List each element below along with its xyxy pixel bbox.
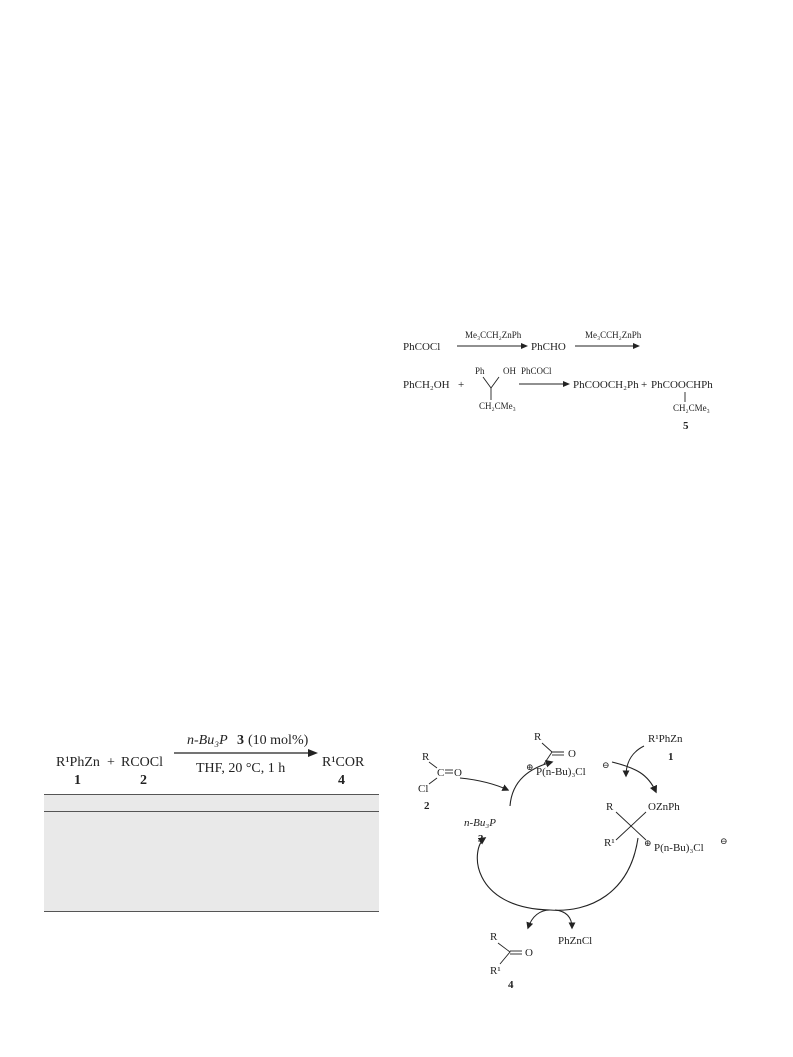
ester-1: PhCOOCH₂Ph [573,379,639,391]
reaction-conditions: THF, 20 °C, 1 h [196,761,286,776]
product: R¹COR [322,755,365,770]
acylphosphonium-r: R [534,731,542,743]
table-header-band [44,794,379,811]
benzyl-alcohol: PhCH₂OH [403,379,450,391]
tetrahedral-ozn: OZnPh [648,801,680,813]
reaction-arrow-3-head [563,381,570,387]
reagent-label-2: Me₃CCH₂ZnPh [585,330,642,340]
acyl-bond-cl [429,778,437,784]
acyl-o: O [454,767,462,779]
tetrahedral-minus: ⊖ [720,836,728,846]
arrow-byproduct-out [555,910,572,928]
acyl-c: C [437,767,445,779]
acyl-cl: Cl [418,783,429,795]
table-bottom-rule [44,911,379,912]
acylphosphonium-minus: ⊖ [602,760,610,770]
acylphosphonium-o: O [568,748,576,760]
compound-number-5: 5 [683,420,689,432]
catalyst-number: 3 [237,733,244,748]
alcohol-bonds [483,377,499,388]
plus-sign-3: + [107,755,115,770]
cycle-arc-right [550,838,638,910]
product-number: 4 [338,773,345,788]
acylphosphonium-plus: ⊕ [526,762,534,772]
table-body-band [44,812,379,911]
intermediate: PhCHO [531,341,566,353]
tetrahedral-r1: R¹ [604,837,615,849]
tetrahedral-r: R [606,801,614,813]
catalyst-loading: (10 mol%) [248,733,309,748]
catalytic-cycle [400,718,780,1000]
byproduct-label: PhZnCl [558,935,593,947]
alcohol-ph: Ph [475,366,485,376]
organozinc-label: R¹PhZn [648,733,683,745]
table-scheme-header [44,718,384,788]
reaction-arrow-2-head [633,343,640,349]
cycle-arc-upper-right [612,762,656,792]
ketone-o: O [525,947,533,959]
acylphosphonium-p: P(n-Bu)₃Cl [536,766,586,778]
alcohol-oh: OH [503,366,516,376]
acyl-r: R [422,751,430,763]
organozinc-number: 1 [668,751,674,763]
ester-2-substituent: CH₂CMe₃ [673,403,710,413]
ketone-r: R [490,931,498,943]
plus-sign-2: + [641,379,648,391]
phosphine-number: 3 [478,833,484,845]
acyl-bond-r [429,762,437,768]
acyl-number: 2 [424,800,430,812]
arrow-acyl-chloride-in [460,778,508,790]
arrow-organozinc-in [626,746,644,776]
arrow-ketone-out [528,910,550,928]
ketone-r1: R¹ [490,965,501,977]
scheme-top [395,308,735,448]
cycle-arc-left [477,838,550,910]
table-top-rule [44,794,379,795]
reactant-1-number: 1 [74,773,81,788]
tetrahedral-p: P(n-Bu)₃Cl [654,842,704,854]
reactant-2: RCOCl [121,755,164,770]
ketone-number: 4 [508,979,514,991]
ester-2: PhCOOCHPh [651,379,713,391]
reactant-2-number: 2 [140,773,147,788]
tetrahedral-plus: ⊕ [644,838,652,848]
plus-sign: + [458,379,465,391]
ketone-bonds [498,943,510,964]
start-reagent: PhCOCl [403,341,441,353]
reagent-label-3: PhCOCl [521,366,552,376]
reactant-1: R¹PhZn [56,755,100,770]
acylphosphonium-bonds [542,743,564,752]
reagent-label-1: Me₃CCH₂ZnPh [465,330,522,340]
alcohol-substituent: CH₂CMe₃ [479,401,516,411]
catalyst-name: n-Bu₃P [187,733,228,748]
phosphine-label: n-Bu₃P [464,817,496,829]
reaction-arrow-1-head [521,343,528,349]
table-reaction-arrow-head [308,749,318,757]
